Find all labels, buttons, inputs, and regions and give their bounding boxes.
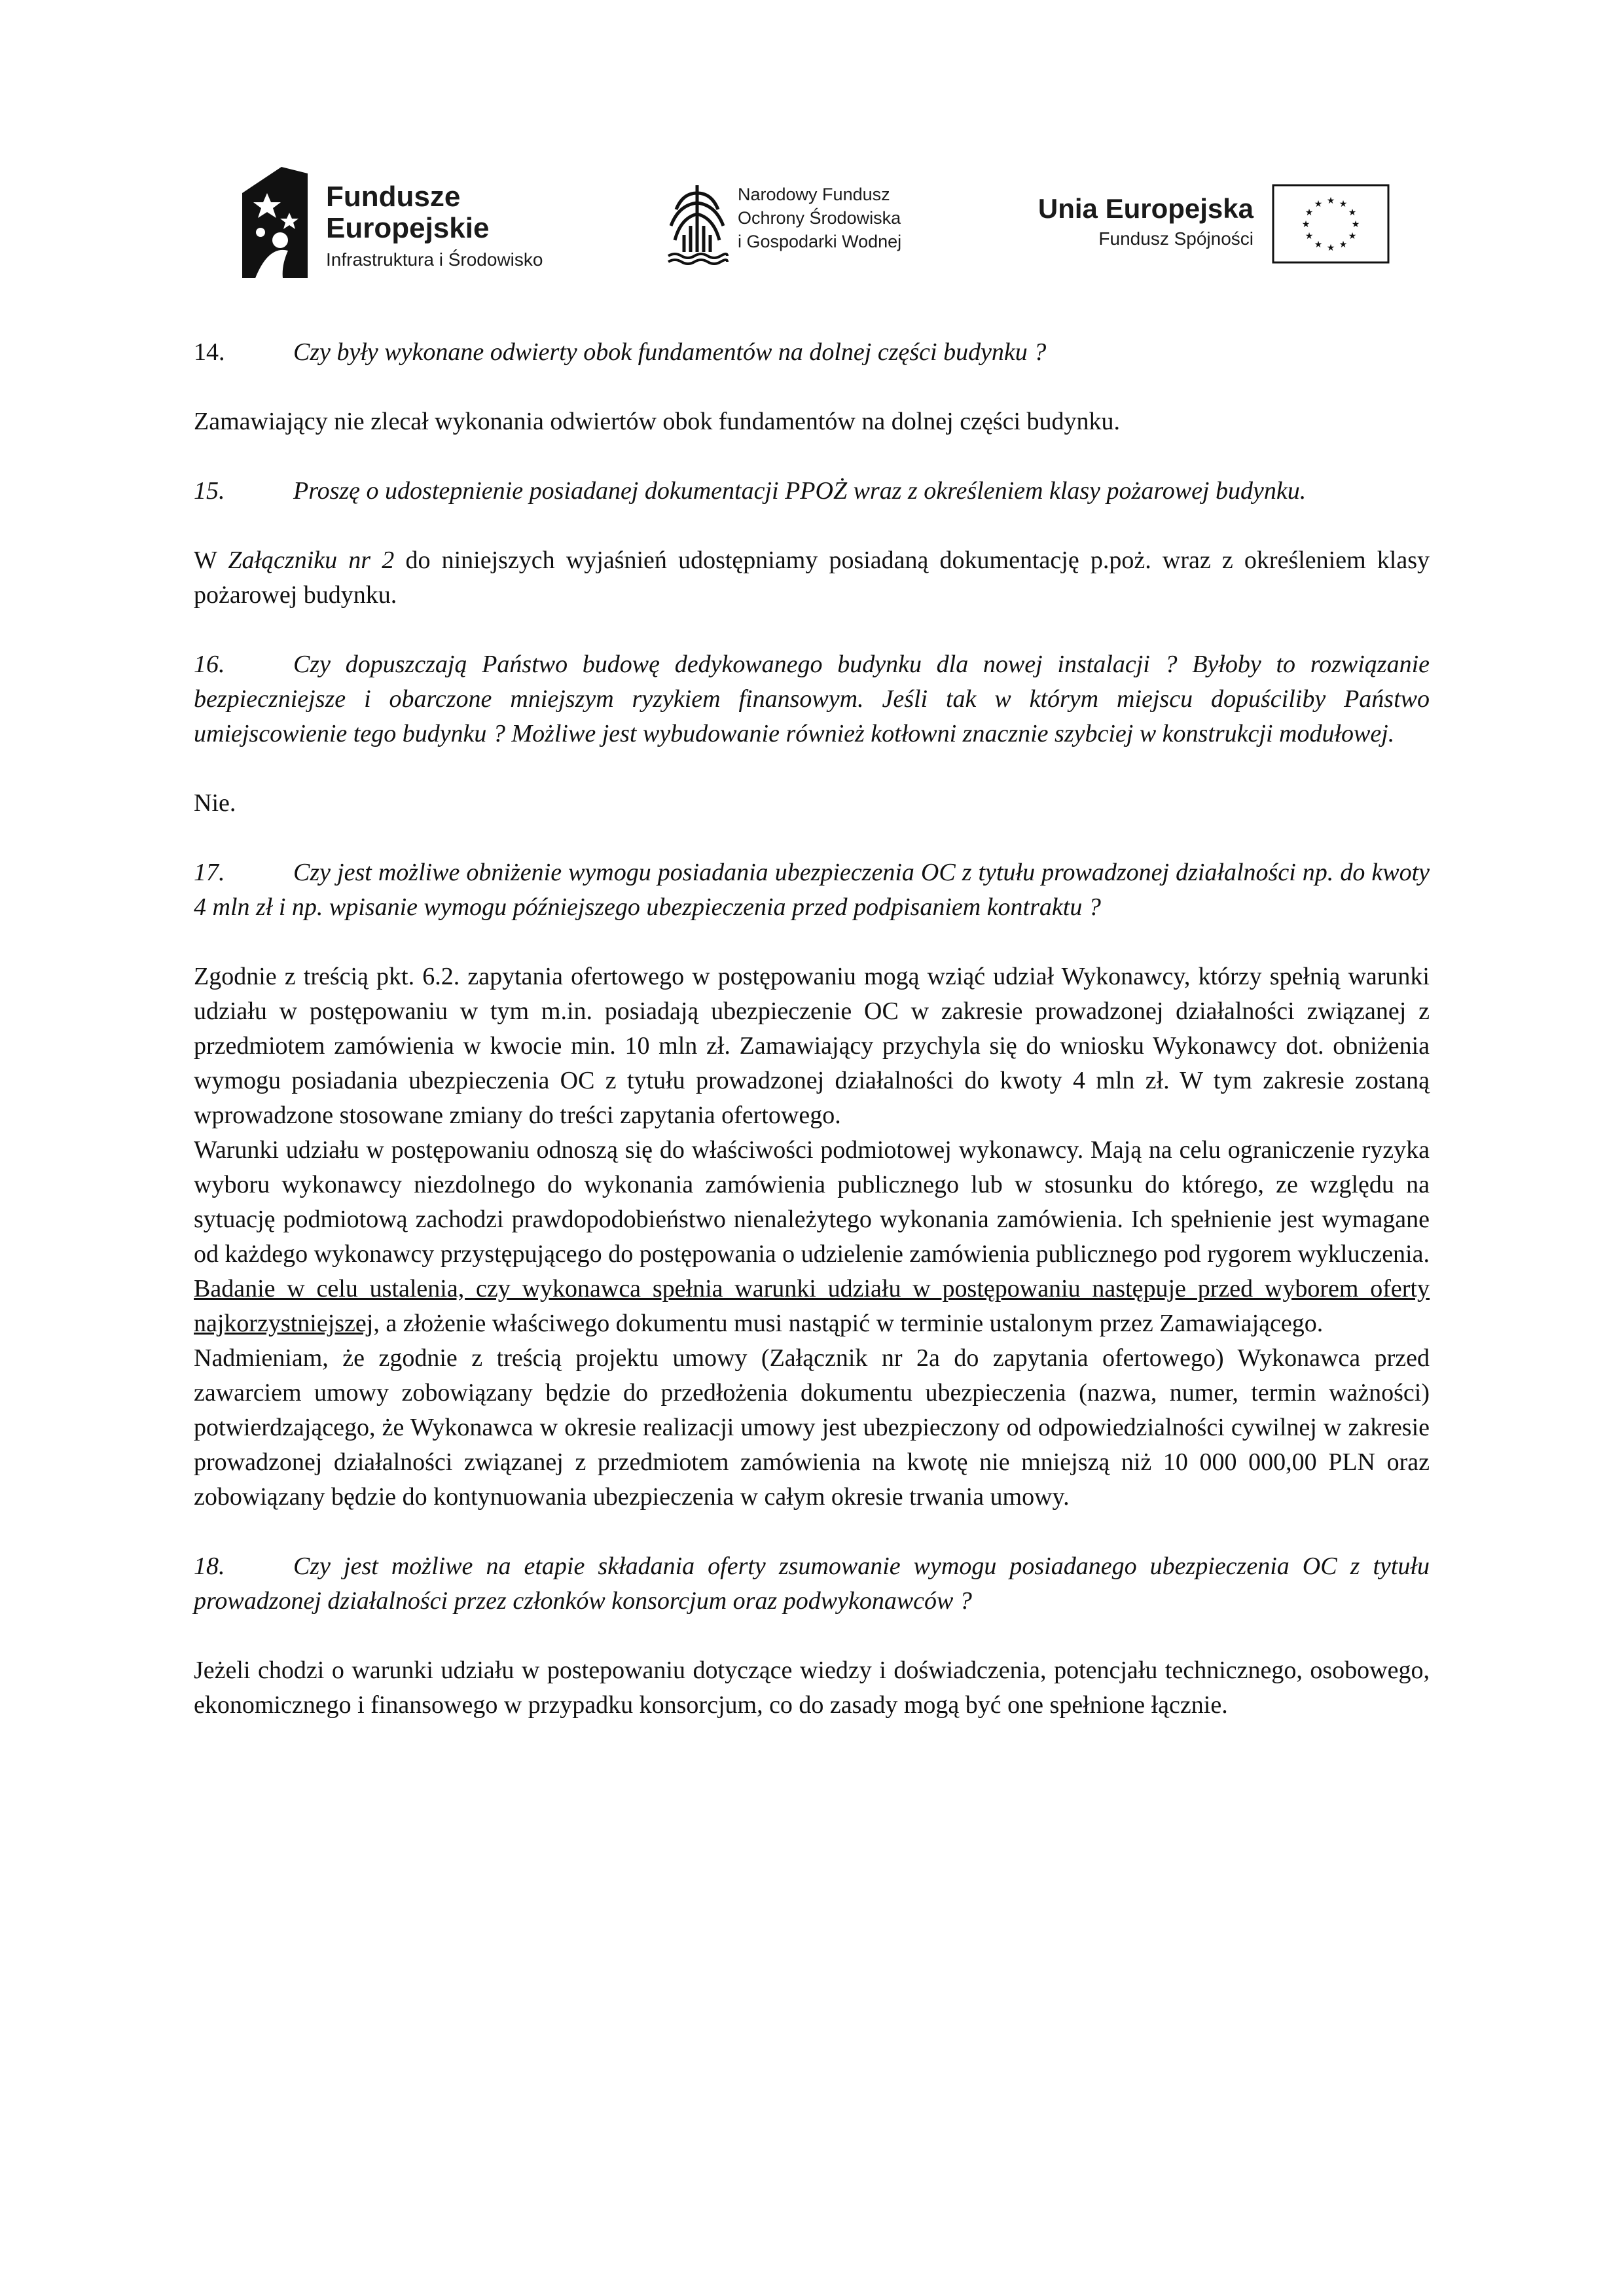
answer-14: Zamawiający nie zlecał wykonania odwiertów obok fundamentów na dolnej części budynku. bbox=[194, 408, 1121, 435]
answer-text: do niniejszych wyjaśnień udostępniamy posiadaną dokumentację p.poż. wraz z określeniem klasy pożarowej budynku. bbox=[194, 547, 1430, 609]
svg-text:★: ★ bbox=[1326, 196, 1335, 206]
document-body bbox=[194, 335, 1430, 1723]
question-text: Proszę o udostepnienie posiadanej dokumentacji PPOŻ wraz z określeniem klasy pożarowej budynku. bbox=[293, 477, 1307, 505]
answer-17-paragraph-3: Nadmieniam, że zgodnie z treścią projektu umowy (Załącznik nr 2a do zapytania ofertowego) Wykonawca przed zawarciem umowy zobowiązany będzie do przedłożenia dokumentu ubezpieczenia (nazwa, numer, termin ważności) potwierdzającego, że Wykonawca w okresie realizacji umowy jest ubezpieczony od odpowiedzialności cywilnej w zakresie prowadzonej działalności związanej z przedmiotem zamówienia na kwotę nie mniejszą niż 10 000 000,00 PLN oraz zobowiązany będzie do kontynuowania ubezpieczenia w całym okresie trwania umowy. bbox=[194, 1344, 1430, 1511]
question-16 bbox=[194, 647, 1430, 751]
question-text: Czy były wykonane odwierty obok fundamentów na dolnej części budynku ? bbox=[293, 338, 1047, 366]
answer-text: , a złożenie właściwego dokumentu musi nastąpić w terminie ustalonym przez Zamawiającego. bbox=[373, 1310, 1324, 1337]
svg-text:★: ★ bbox=[1339, 199, 1348, 209]
answer-17-paragraph-2 bbox=[194, 1133, 1430, 1341]
svg-text:★: ★ bbox=[1305, 207, 1314, 218]
answer-prefix: W bbox=[194, 547, 217, 574]
fundusze-europejskie-emblem-icon bbox=[242, 167, 308, 278]
question-14 bbox=[194, 335, 1430, 370]
answer-15 bbox=[194, 543, 1430, 613]
nfosigw-logo-line3: i Gospodarki Wodnej bbox=[738, 232, 902, 251]
question-18 bbox=[194, 1549, 1430, 1619]
question-number: 14. bbox=[194, 338, 225, 366]
unia-europejska-logo bbox=[992, 180, 1371, 272]
question-15 bbox=[194, 474, 1430, 509]
nfosigw-emblem-icon bbox=[664, 180, 730, 265]
question-number: 17. bbox=[194, 859, 225, 886]
answer-18: Jeżeli chodzi o warunki udziału w postepowaniu dotyczące wiedzy i doświadczenia, potencjału technicznego, osobowego, ekonomicznego i finansowego w przypadku konsorcjum, co do zasady mogą być one spełnione łącznie. bbox=[194, 1657, 1430, 1719]
svg-text:★: ★ bbox=[1314, 240, 1323, 250]
ue-logo-line1: Unia Europejska bbox=[1038, 193, 1254, 224]
logo-strip bbox=[242, 160, 1368, 285]
attachment-reference: Załączniku nr 2 bbox=[228, 547, 395, 574]
svg-text:★: ★ bbox=[1351, 219, 1360, 230]
svg-text:★: ★ bbox=[1339, 240, 1348, 250]
eu-flag-icon bbox=[1272, 184, 1390, 264]
nfosigw-logo bbox=[664, 180, 926, 272]
question-text: Czy dopuszczają Państwo budowę dedykowanego budynku dla nowej instalacji ? Byłoby to rozwiązanie bezpieczniejsze i obarczone mniejszym ryzykiem finansowym. Jeśli tak w którym miejscu dopuściliby Państwo umiejscowienie tego budynku ? Możliwe jest wybudowanie również kotłowni znacznie szybciej w konstrukcji modułowej. bbox=[194, 651, 1430, 747]
question-number: 16. bbox=[194, 651, 225, 678]
answer-text: Warunki udziału w postępowaniu odnoszą się do właściwości podmiotowej wykonawcy. Mają na celu ograniczenie ryzyka wyboru wykonawcy niezdolnego do wykonania zamówienia publicznego lub w stosunku do którego, ze względu na sytuację podmiotową zachodzi prawdopodobieństwo nienależytego wykonania zamówienia. Ich spełnienie jest wymagane od każdego wykonawcy przystępującego do postępowania o udzielenie zamówienia publicznego pod rygorem wykluczenia. bbox=[194, 1136, 1430, 1268]
fe-logo-line1: Fundusze bbox=[326, 181, 461, 213]
answer-16: Nie. bbox=[194, 789, 236, 817]
fe-logo-line2: Europejskie bbox=[326, 212, 490, 244]
underlined-text: Badanie w celu ustalenia, czy wykonawca spełnia warunki udziału w postępowaniu następuje przed wyborem oferty najkorzystniejszej bbox=[194, 1275, 1430, 1337]
nfosigw-logo-line1: Narodowy Fundusz bbox=[738, 185, 890, 204]
svg-text:★: ★ bbox=[1348, 231, 1357, 242]
nfosigw-logo-line2: Ochrony Środowiska bbox=[738, 208, 901, 228]
ue-logo-line2: Fundusz Spójności bbox=[1098, 228, 1254, 249]
fundusze-europejskie-logo bbox=[242, 167, 576, 278]
svg-text:★: ★ bbox=[1301, 219, 1310, 230]
svg-text:★: ★ bbox=[1326, 243, 1335, 253]
question-number: 18. bbox=[194, 1552, 225, 1580]
svg-text:★: ★ bbox=[1314, 199, 1323, 209]
svg-text:★: ★ bbox=[1305, 231, 1314, 242]
fe-logo-line3: Infrastruktura i Środowisko bbox=[326, 249, 543, 270]
svg-text:★: ★ bbox=[1348, 207, 1357, 218]
question-text: Czy jest możliwe na etapie składania oferty zsumowanie wymogu posiadanego ubezpieczenia OC z tytułu prowadzonej działalności przez członków konsorcjum oraz podwykonawców ? bbox=[194, 1552, 1430, 1615]
question-text: Czy jest możliwe obniżenie wymogu posiadania ubezpieczenia OC z tytułu prowadzonej działalności np. do kwoty 4 mln zł i np. wpisanie wymogu późniejszego ubezpieczenia przed podpisaniem kontraktu ? bbox=[194, 859, 1430, 921]
question-number: 15. bbox=[194, 477, 225, 505]
question-17 bbox=[194, 855, 1430, 925]
answer-17-paragraph-1: Zgodnie z treścią pkt. 6.2. zapytania ofertowego w postępowaniu mogą wziąć udział Wykonawcy, którzy spełnią warunki udziału w postępowaniu w tym m.in. posiadają ubezpieczenie OC w zakresie prowadzonej działalności związanej z przedmiotem zamówienia w kwocie min. 10 mln zł. Zamawiający przychyla się do wniosku Wykonawcy dot. obniżenia wymogu posiadania ubezpieczenia OC z tytułu prowadzonej działalności do kwoty 4 mln zł. W tym zakresie zostaną wprowadzone stosowane zmiany do treści zapytania ofertowego. bbox=[194, 963, 1430, 1129]
